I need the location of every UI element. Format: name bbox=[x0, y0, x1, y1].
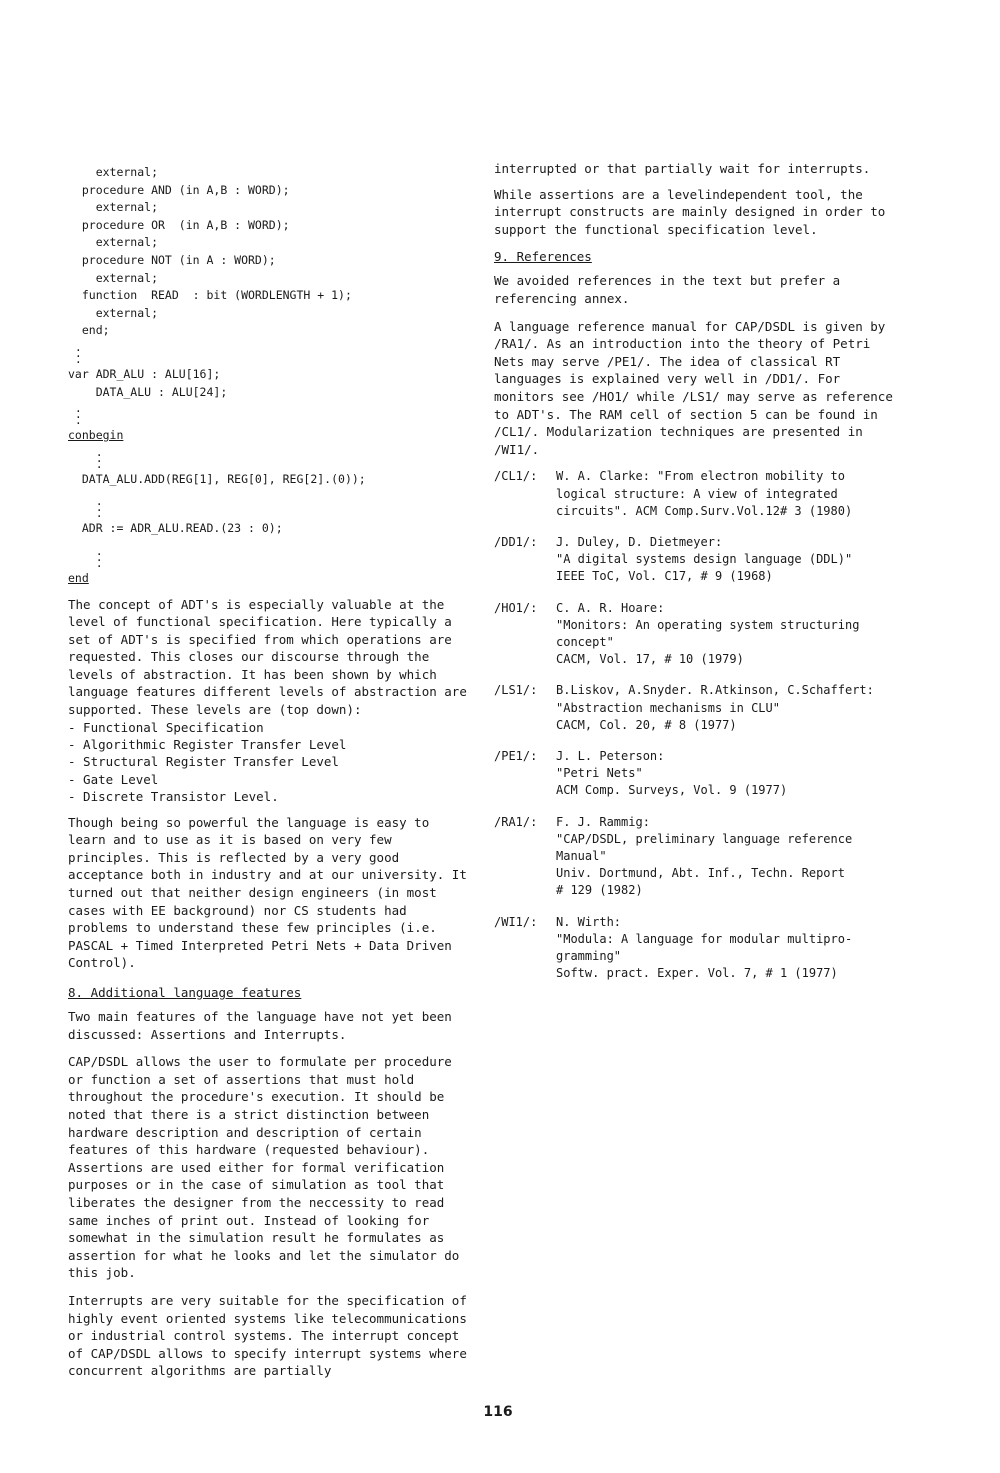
abstraction-level-item: - Gate Level bbox=[68, 771, 159, 787]
reference-tag: /CL1/: bbox=[494, 469, 538, 484]
right-column bbox=[494, 160, 894, 996]
code-declaration-line: external; bbox=[68, 235, 159, 250]
reference-line: C. A. R. Hoare: bbox=[556, 600, 665, 615]
assertions-paragraph: CAP/DSDL allows the user to formulate per procedure or function a set of assertions that must hold throughout the procedure's execution. It should be noted that there is a strict distinction between hardware description and description of certain features of this hardware (requested behaviour). Assertions are used either for formal verification purposes or in the case of simulation as tool that liberates the designer from the neccessity to read same inches of print out. Instead of looking for somewhat in the simulation result he formulates as assertion for what he looks and let the simulator do this job. bbox=[68, 1054, 460, 1281]
reference-line: CACM, Col. 20, # 8 (1977) bbox=[556, 717, 737, 732]
reference-line: "Petri Nets" bbox=[556, 766, 643, 781]
reference-line: concept" bbox=[556, 634, 614, 649]
reference-tag: /WI1/: bbox=[494, 914, 538, 929]
reference-tag: /HO1/: bbox=[494, 600, 538, 615]
reference-line: "Abstraction mechanisms in CLU" bbox=[556, 700, 780, 715]
page-number: 116 bbox=[483, 1404, 513, 1420]
abstraction-level-item: - Structural Register Transfer Level bbox=[68, 754, 339, 770]
reference-body bbox=[556, 814, 894, 900]
left-column bbox=[68, 164, 473, 1386]
reference-entry bbox=[494, 748, 894, 800]
reference-body bbox=[556, 748, 894, 800]
reference-line: W. A. Clarke: "From electron mobility to bbox=[556, 469, 845, 484]
reference-tag: /PE1/: bbox=[494, 748, 538, 763]
code-declaration-line: external; bbox=[68, 200, 159, 215]
code-declaration-line: end; bbox=[68, 323, 110, 338]
reference-line: CACM, Vol. 17, # 10 (1979) bbox=[556, 652, 744, 667]
reference-list bbox=[494, 468, 894, 982]
assertions-summary-paragraph: While assertions are a levelindependent tool, the interrupt constructs are mainly designed in order to support the functional specification level. bbox=[494, 186, 886, 237]
reference-line: "CAP/DSDL, preliminary language reference bbox=[556, 831, 853, 846]
abstraction-level-item: - Functional Specification bbox=[68, 719, 264, 735]
code-declaration-line: function READ : bit (WORDLENGTH + 1); bbox=[68, 288, 352, 303]
code-adr-line: ADR := ADR_ALU.READ.(23 : 0); bbox=[68, 521, 283, 536]
reference-entry bbox=[494, 682, 894, 734]
reference-line: B.Liskov, A.Snyder. R.Atkinson, C.Schaffert: bbox=[556, 683, 874, 698]
easy-to-learn-paragraph: Though being so powerful the language is easy to learn and to use as it is based on very few principles. This is reflected by a very good acceptance both in industry and at our university. It turned out that neither design engineers (in most cases with EE background) nor CS students had problems to understand these few principles (i.e. PASCAL + Timed Interpreted Petri Nets + Data Driven Control). bbox=[68, 814, 467, 971]
code-declaration-line: procedure OR (in A,B : WORD); bbox=[68, 217, 290, 232]
reference-body bbox=[556, 682, 894, 734]
reference-line: "A digital systems design language (DDL)" bbox=[556, 552, 853, 567]
code-var-line-1: var ADR_ALU : ALU[16]; bbox=[68, 366, 221, 381]
reference-body bbox=[556, 534, 894, 586]
reference-entry bbox=[494, 534, 894, 586]
section-8-title: 8. Additional language features bbox=[68, 985, 302, 1001]
adt-paragraph: The concept of ADT's is especially valuable at the level of functional specification. Here typically a set of ADT's is specified from which operations are requested. This closes our discourse through the levels of abstraction. It has been shown by which language features different levels of abstraction are supported. These levels are (top down): bbox=[68, 596, 467, 718]
reference-line: "Modula: A language for modular multipro- bbox=[556, 931, 853, 946]
reference-line: Univ. Dortmund, Abt. Inf., Techn. Report bbox=[556, 866, 845, 881]
code-declaration-line: external; bbox=[68, 270, 159, 285]
reference-entry bbox=[494, 914, 894, 983]
reference-line: ACM Comp. Surveys, Vol. 9 (1977) bbox=[556, 783, 788, 798]
reference-line: N. Wirth: bbox=[556, 914, 622, 929]
code-var-line-2: DATA_ALU : ALU[24]; bbox=[68, 384, 228, 399]
reference-tag: /DD1/: bbox=[494, 534, 538, 549]
reference-line: J. L. Peterson: bbox=[556, 748, 665, 763]
continuation-paragraph: interrupted or that partially wait for interrupts. bbox=[494, 161, 871, 176]
reference-entry bbox=[494, 468, 894, 520]
code-end: end bbox=[68, 570, 89, 585]
ellipsis-dots: . . . bbox=[74, 401, 82, 428]
reference-line: # 129 (1982) bbox=[556, 883, 643, 898]
reference-body bbox=[556, 914, 894, 983]
section-9-title: 9. References bbox=[494, 249, 592, 265]
abstraction-levels-list bbox=[68, 719, 473, 806]
reference-line: circuits". ACM Comp.Surv.Vol.12# 3 (1980) bbox=[556, 503, 853, 518]
abstraction-level-item: - Discrete Transistor Level. bbox=[68, 789, 279, 805]
reference-entry bbox=[494, 814, 894, 900]
ellipsis-dots: . . . bbox=[95, 494, 103, 521]
ellipsis-dots: . . . bbox=[95, 543, 103, 570]
section-8-heading bbox=[68, 984, 473, 1002]
reference-line: F. J. Rammig: bbox=[556, 814, 650, 829]
code-declaration-line: external; bbox=[68, 305, 159, 320]
reference-line: Softw. pract. Exper. Vol. 7, # 1 (1977) bbox=[556, 966, 838, 981]
interrupts-paragraph: Interrupts are very suitable for the specification of highly event oriented systems like telecommunications or industrial control systems. The interrupt concept of CAP/DSDL allows to specify interrupt systems where concurrent algorithms are partially bbox=[68, 1292, 467, 1379]
reference-line: logical structure: A view of integrated bbox=[556, 486, 838, 501]
reference-body bbox=[556, 468, 894, 520]
code-declaration-line: procedure AND (in A,B : WORD); bbox=[68, 182, 290, 197]
abstraction-level-item: - Algorithmic Register Transfer Level bbox=[68, 737, 347, 753]
code-conbegin: conbegin bbox=[68, 428, 124, 443]
reference-line: IEEE ToC, Vol. C17, # 9 (1968) bbox=[556, 569, 773, 584]
code-add-line: DATA_ALU.ADD(REG[1], REG[0], REG[2].(0)); bbox=[68, 471, 366, 486]
section-9-heading bbox=[494, 248, 894, 266]
ellipsis-dots: . . . bbox=[95, 444, 103, 471]
code-declaration-line: procedure NOT (in A : WORD); bbox=[68, 252, 276, 267]
reference-entry bbox=[494, 600, 894, 669]
code-declaration-line: external; bbox=[68, 165, 159, 179]
reference-line: "Monitors: An operating system structuring bbox=[556, 617, 860, 632]
references-overview-paragraph: A language reference manual for CAP/DSDL is given by /RA1/. As an introduction into the theory of Petri Nets may serve /PE1/. The idea of classical RT languages is explained very well in /DD1/. For monitors see /HO1/ while /LS1/ may serve as reference to ADT's. The RAM cell of section 5 can be found in /CL1/. Modularization techniques are presented in /WI1/. bbox=[494, 318, 893, 457]
reference-tag: /LS1/: bbox=[494, 683, 538, 698]
reference-body bbox=[556, 600, 894, 669]
ellipsis-dots: . . . bbox=[74, 339, 82, 366]
reference-tag: /RA1/: bbox=[494, 814, 538, 829]
reference-line: J. Duley, D. Dietmeyer: bbox=[556, 534, 723, 549]
reference-line: Manual" bbox=[556, 848, 607, 863]
references-intro: We avoided references in the text but prefer a referencing annex. bbox=[494, 273, 841, 306]
code-declarations bbox=[68, 164, 473, 340]
reference-line: gramming" bbox=[556, 948, 622, 963]
section-8-intro: Two main features of the language have not yet been discussed: Assertions and Interrupts. bbox=[68, 1009, 452, 1042]
